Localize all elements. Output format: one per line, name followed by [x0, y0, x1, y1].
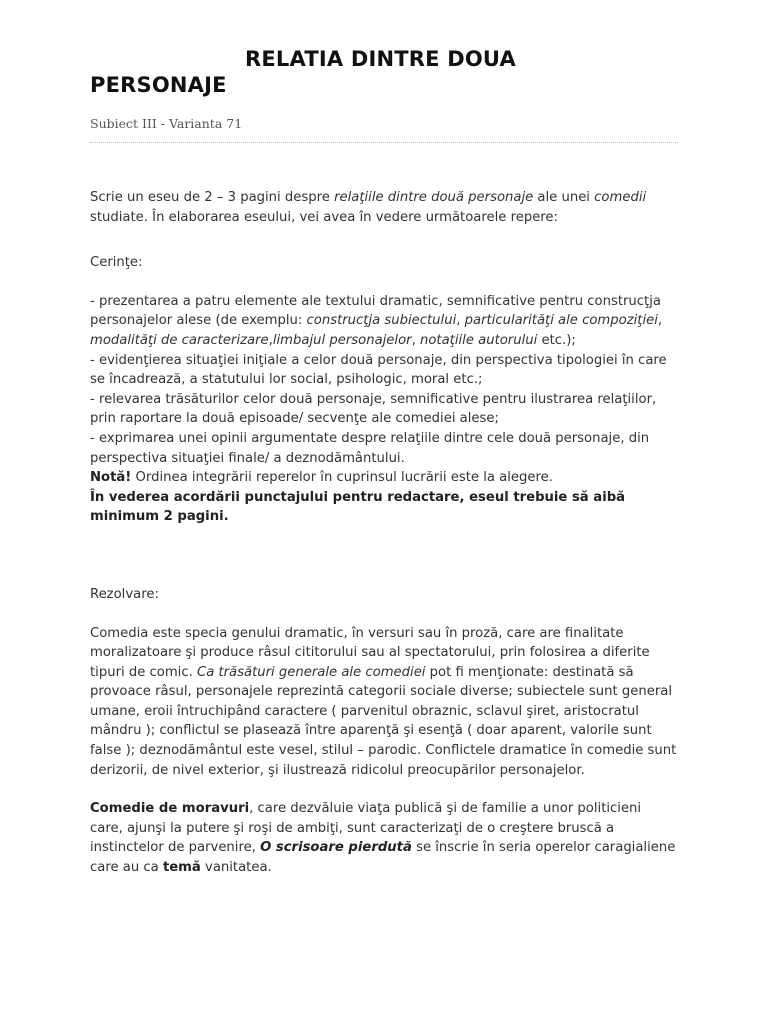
req-text: - prezentarea a patru elemente ale textului dramatic, semnificative pentru construcţja personajelor alese (de exemplu: [90, 293, 661, 329]
essay-text: se înscrie în seria operelor caragialiene care au ca [90, 840, 676, 876]
req-emphasis: particularităţi ale compoziţiei [464, 313, 658, 329]
req-text: , [411, 332, 420, 348]
requirement-2: - evidenţierea situaţiei iniţiale a celor două personaje, din perspectiva tipologiei în care se încadrează, a statutului lor social, psihologic, moral etc.; [90, 352, 667, 388]
essay-bold: temă [162, 860, 201, 876]
intro-text: Scrie un eseu de 2 – 3 pagini despre [90, 190, 335, 205]
cerinte-label: Cerinţe: [90, 255, 143, 271]
essay-text: , care dezvăluie viaţa publică şi de familie a unor politicieni care, ajunşi la putere şi roşi de ambiţi, sunt caracterizaţi de o creştere bruscă a instinctelor de parvenire, [90, 801, 642, 856]
subtitle: Subiect III - Varianta 71 [90, 116, 243, 131]
req-emphasis: construcţja subiectului [306, 313, 457, 329]
requirement-3: - relevarea trăsăturilor celor două personaje, semnificative pentru ilustrarea relaţiilor, prin raportare la două episoade/ secvenţe ale comediei alese; [90, 391, 657, 427]
requirements-list [90, 292, 678, 527]
intro-text: ale unei [533, 190, 595, 205]
intro-emphasis: comedii [594, 190, 647, 205]
intro-emphasis: relaţiile dintre două personaje [334, 190, 534, 205]
rezolvare-label: Rezolvare: [90, 586, 159, 602]
intro-text: studiate. În elaborarea eseului, vei avea în vedere următoarele repere: [90, 209, 558, 225]
req-text: , [657, 313, 663, 329]
essay-text: Comedia este specia genului dramatic, în versuri sau în proză, care are finalitate moralizatoare şi produce râsul cititorului sau al spectatorului, prin folosirea a diferite tipuri de comic. [90, 625, 650, 680]
req-text: , [268, 332, 273, 348]
intro-paragraph [90, 188, 678, 227]
req-text: , [456, 313, 465, 329]
title-line-1: RELATIA DINTRE DOUA [245, 47, 516, 71]
note-label: Notă! [90, 470, 132, 486]
essay-text: pot fi menţionate: destinată să provoace râsul, personajele reprezintă categorii sociale diverse; subiectele sunt general umane, eroii întruchipând caractere ( parvenitul obraznic, sclavul şiret, aristocratul mândru ); conflictul se plasează între aparenţă şi esenţă ( doar aparent, valorile sunt false ); deznodământul este vesel, stilul – parodic. Conflictele dramatice în comedie sunt derizorii, de nivel exterior, şi ilustrează ridicolul preocupărilor personajelor. [90, 664, 677, 778]
essay-paragraph-2 [90, 799, 678, 877]
req-emphasis: modalităţi de caracterizare [90, 332, 269, 348]
requirement-1 [90, 292, 678, 351]
title-line-2: PERSONAJE [90, 73, 227, 97]
essay-bold-italic: O scrisoare pierdută [260, 840, 412, 856]
bold-notice-text: În vederea acordării punctajului pentru redactare, eseul trebuie să aibă minimum 2 pagini. [90, 489, 626, 525]
document-title [90, 0, 678, 98]
essay-paragraph-1 [90, 624, 678, 781]
essay-bold: Comedie de moravuri [90, 801, 250, 817]
req-emphasis: notaţiile autorului [419, 332, 538, 348]
req-emphasis: limbajul personajelor [272, 332, 412, 348]
bold-notice [90, 488, 678, 527]
note [90, 468, 678, 488]
dotted-divider [90, 142, 678, 143]
note-text: Ordinea integrării reperelor în cuprinsul lucrării este la alegere. [131, 470, 553, 486]
essay-emphasis: Ca trăsături generale ale comediei [196, 664, 426, 680]
essay-text: vanitatea. [200, 860, 272, 876]
requirement-4: - exprimarea unei opinii argumentate despre relaţiile dintre cele două personaje, din perspectiva situaţiei finale/ a deznodământului. [90, 430, 650, 466]
req-text: etc.); [537, 332, 576, 348]
